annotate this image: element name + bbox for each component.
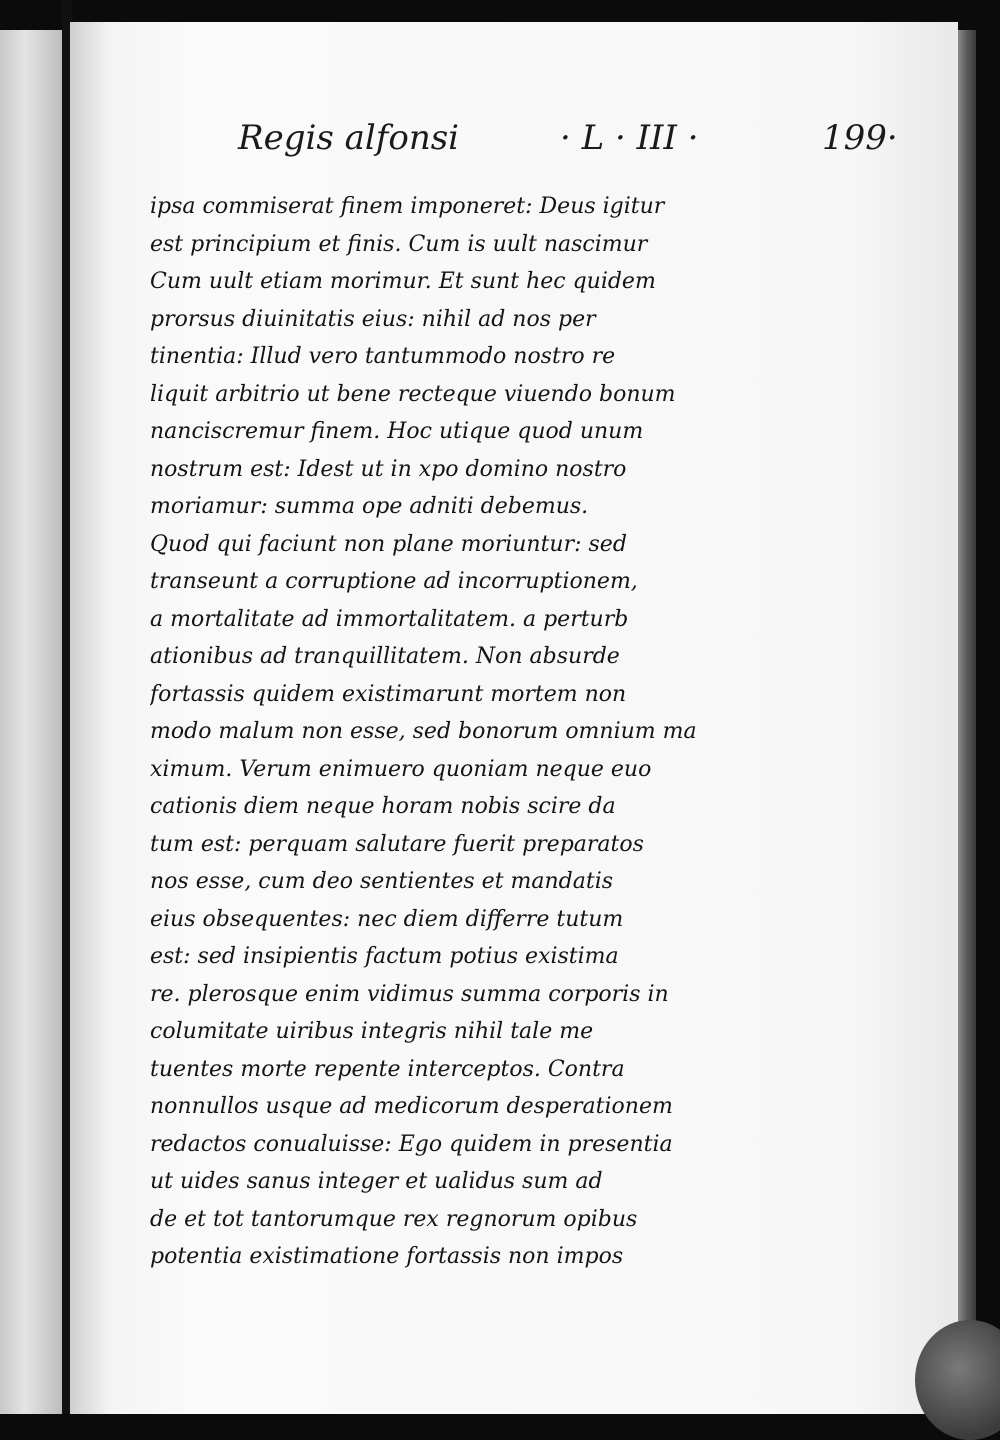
text-line: est: sed insipientis factum potius existima xyxy=(150,944,619,969)
text-line: modo malum non esse, sed bonorum omnium ma xyxy=(150,719,697,744)
text-line: moriamur: summa ope adniti debemus. xyxy=(150,494,589,519)
running-title: Regis alfonsi xyxy=(238,118,460,158)
text-line: ipsa commiserat finem imponeret: Deus igitur xyxy=(150,194,665,219)
text-line: ut uides sanus integer et ualidus sum ad xyxy=(150,1169,603,1194)
text-line: nanciscremur finem. Hoc utique quod unum xyxy=(150,419,644,444)
text-line: Cum uult etiam morimur. Et sunt hec quidem xyxy=(150,269,656,294)
text-line: eius obsequentes: nec diem differre tutum xyxy=(150,906,624,932)
text-line: est principium et finis. Cum is uult nascimur xyxy=(150,231,648,257)
text-line: ationibus ad tranquillitatem. Non absurde xyxy=(150,644,620,669)
text-line: tum est: perquam salutare fuerit preparatos xyxy=(150,831,644,857)
text-line: tuentes morte repente interceptos. Contra xyxy=(150,1056,625,1082)
text-line: columitate uiribus integris nihil tale me xyxy=(150,1019,594,1044)
text-line: tinentia: Illud vero tantummodo nostro re xyxy=(150,344,616,369)
text-line: nostrum est: Idest ut in xpo domino nostro xyxy=(150,456,627,482)
text-line: cationis diem neque horam nobis scire da xyxy=(150,794,616,819)
text-line: de et tot tantorumque rex regnorum opibus xyxy=(150,1206,638,1232)
text-line: potentia existimatione fortassis non impos xyxy=(150,1244,624,1269)
left-page-edge xyxy=(0,30,64,1414)
text-line: liquit arbitrio ut bene recteque viuendo bonum xyxy=(150,381,676,407)
manuscript-page xyxy=(70,22,958,1414)
text-line: re. plerosque enim vidimus summa corporis in xyxy=(150,981,669,1007)
text-block xyxy=(150,188,750,1276)
text-line: Quod qui faciunt non plane moriuntur: sed xyxy=(150,531,627,557)
text-line: prorsus diuinitatis eius: nihil ad nos per xyxy=(150,306,596,332)
text-line: nonnullos usque ad medicorum desperationem xyxy=(150,1094,673,1119)
folio-number: 199· xyxy=(822,118,898,158)
text-line: ximum. Verum enimuero quoniam neque euo xyxy=(150,756,652,782)
text-line: nos esse, cum deo sentientes et mandatis xyxy=(150,869,614,894)
text-line: redactos conualuisse: Ego quidem in presentia xyxy=(150,1131,673,1157)
text-line: fortassis quidem existimarunt mortem non xyxy=(150,681,627,707)
page-header xyxy=(70,118,958,168)
text-line: a mortalitate ad immortalitatem. a perturb xyxy=(150,606,629,632)
text-line: transeunt a corruptione ad incorruptionem, xyxy=(150,569,638,594)
section-number: · L · III · xyxy=(560,118,699,158)
right-page-edge xyxy=(958,30,976,1414)
